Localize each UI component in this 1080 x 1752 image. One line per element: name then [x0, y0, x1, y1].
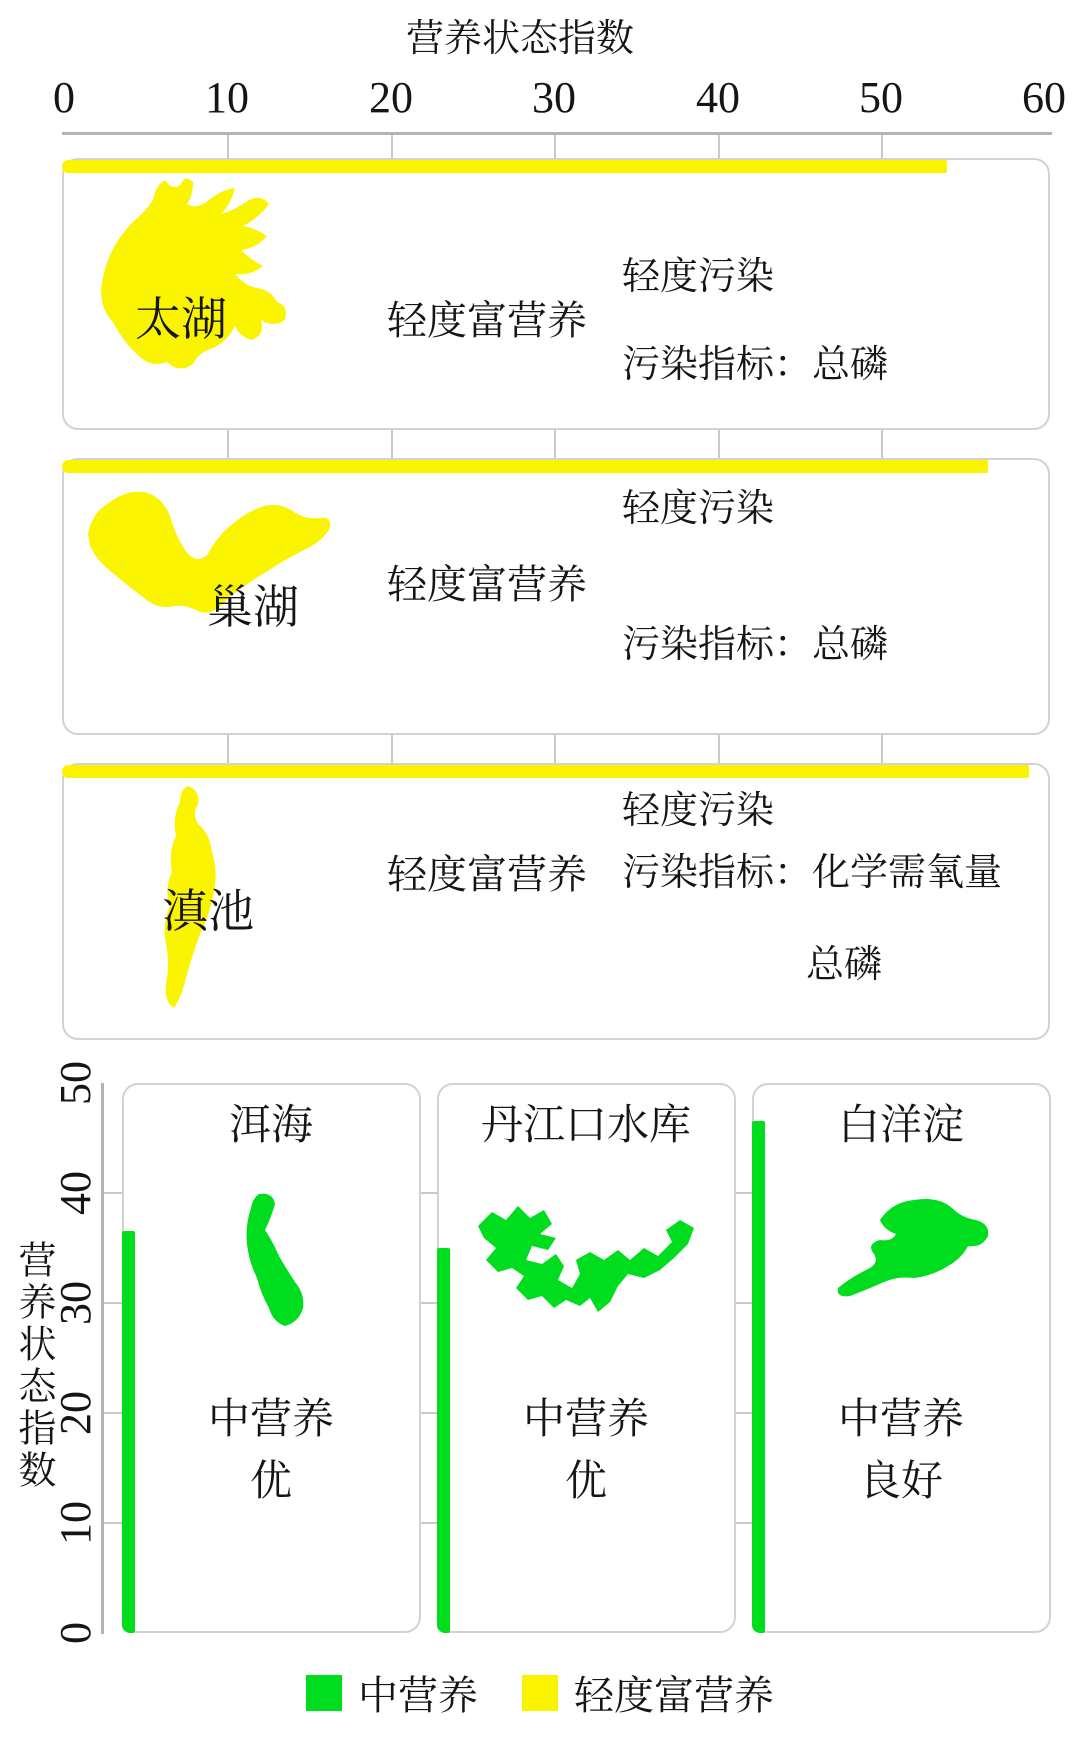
- y-axis-tick-label: 30: [51, 1281, 100, 1325]
- x-tick-mark: [391, 735, 393, 763]
- x-axis-tick-label: 40: [696, 73, 740, 122]
- lake-panel-baiyangdian: [752, 1083, 1051, 1633]
- mesotrophic-swatch-icon: [306, 1675, 342, 1711]
- y-axis-tick-label: 50: [51, 1061, 100, 1105]
- y-axis-tick-label: 40: [51, 1171, 100, 1215]
- y-tick-mark: [421, 1302, 437, 1304]
- danjiangkou-lake-outline: [478, 1206, 694, 1312]
- y-tick-mark: [104, 1192, 122, 1194]
- lake-name-label: 太湖: [135, 294, 227, 345]
- trophic-status-label: 轻度富营养: [387, 852, 587, 897]
- x-axis-tick-label: 20: [369, 73, 413, 122]
- y-tick-mark: [736, 1302, 752, 1304]
- x-tick-mark: [718, 135, 720, 158]
- trophic-status-label: 轻度富营养: [387, 298, 587, 343]
- trophic-status-label: 轻度富营养: [387, 562, 587, 607]
- x-tick-mark: [554, 135, 556, 158]
- x-axis-tick-label: 30: [532, 73, 576, 122]
- x-axis-tick-label: 0: [53, 73, 75, 122]
- tsi-bar-erhai: [122, 1231, 135, 1633]
- y-axis-tick-label: 0: [51, 1622, 100, 1644]
- y-tick-mark: [104, 1302, 122, 1304]
- x-tick-mark: [554, 735, 556, 763]
- water-quality-label: 优: [564, 1459, 607, 1505]
- y-tick-mark: [421, 1522, 437, 1524]
- pollution-level-label: 轻度污染: [622, 256, 775, 298]
- legend: [0, 1664, 1080, 1721]
- y-tick-mark: [736, 1522, 752, 1524]
- tsi-bar-dianchi: [62, 765, 1029, 778]
- legend-item-mesotrophic: [306, 1664, 478, 1721]
- y-tick-mark: [421, 1412, 437, 1414]
- top-chart-title: 营养状态指数: [405, 18, 634, 60]
- lake-panel-danjiangkou: [437, 1083, 736, 1633]
- tsi-bar-chaohu: [62, 460, 988, 473]
- pollution-indicator-label: 污染指标：总磷: [622, 624, 889, 666]
- pollution-level-label: 轻度污染: [622, 488, 775, 530]
- lake-name-label: 巢湖: [207, 582, 299, 633]
- x-tick-mark: [227, 430, 229, 458]
- y-tick-mark: [736, 1412, 752, 1414]
- trophic-status-label: 中营养: [522, 1397, 649, 1443]
- x-tick-mark: [554, 430, 556, 458]
- water-quality-label: 良好: [858, 1459, 943, 1505]
- y-tick-mark: [104, 1522, 122, 1524]
- tsi-bar-danjiangkou: [437, 1248, 450, 1633]
- y-axis-label: 营养状态指数: [12, 1240, 54, 1492]
- y-tick-mark: [104, 1412, 122, 1414]
- legend-label: 中营养: [358, 1673, 478, 1718]
- panel-title: 白洋淀: [837, 1103, 964, 1149]
- x-axis-tick-label: 50: [859, 73, 903, 122]
- y-axis-line: [101, 1083, 104, 1634]
- y-axis-tick-label: 20: [51, 1391, 100, 1435]
- x-tick-mark: [227, 735, 229, 763]
- water-quality-label: 优: [249, 1459, 292, 1505]
- x-tick-mark: [881, 135, 883, 158]
- lake-shape-danjiangkou: [468, 1188, 700, 1320]
- pollution-indicator-label: 总磷: [806, 944, 883, 986]
- x-axis-tick-label: 60: [1022, 73, 1066, 122]
- x-tick-mark: [881, 430, 883, 458]
- y-tick-mark: [736, 1192, 752, 1194]
- lake-shape-taihu: [85, 170, 325, 385]
- pollution-indicator-label: 污染指标：化学需氧量: [622, 852, 1003, 894]
- mild-eutrophic-swatch-icon: [522, 1675, 558, 1711]
- legend-item-mild-eutrophic: [522, 1664, 774, 1721]
- tsi-bar-baiyangdian: [752, 1121, 765, 1633]
- panel-title: 丹江口水库: [480, 1103, 691, 1149]
- legend-label: 轻度富营养: [574, 1673, 774, 1718]
- x-tick-mark: [718, 735, 720, 763]
- x-tick-mark: [881, 735, 883, 763]
- lake-shape-erhai: [225, 1190, 311, 1332]
- x-axis-line: [62, 132, 1052, 135]
- x-tick-mark: [391, 135, 393, 158]
- trophic-status-label: 中营养: [207, 1397, 334, 1443]
- trophic-status-label: 中营养: [837, 1397, 964, 1443]
- x-tick-mark: [718, 430, 720, 458]
- x-axis-tick-label: 10: [205, 73, 249, 122]
- y-axis-tick-label: 10: [51, 1501, 100, 1545]
- lake-shape-baiyangdian: [822, 1192, 992, 1304]
- baiyangdian-lake-outline: [838, 1199, 989, 1296]
- erhai-lake-outline: [247, 1194, 304, 1326]
- lake-panel-erhai: [122, 1083, 421, 1633]
- x-tick-mark: [227, 135, 229, 158]
- pollution-level-label: 轻度污染: [622, 790, 775, 832]
- lake-name-label: 滇池: [162, 886, 254, 937]
- pollution-indicator-label: 污染指标：总磷: [622, 344, 889, 386]
- y-tick-mark: [421, 1192, 437, 1194]
- x-tick-mark: [391, 430, 393, 458]
- panel-title: 洱海: [228, 1103, 313, 1149]
